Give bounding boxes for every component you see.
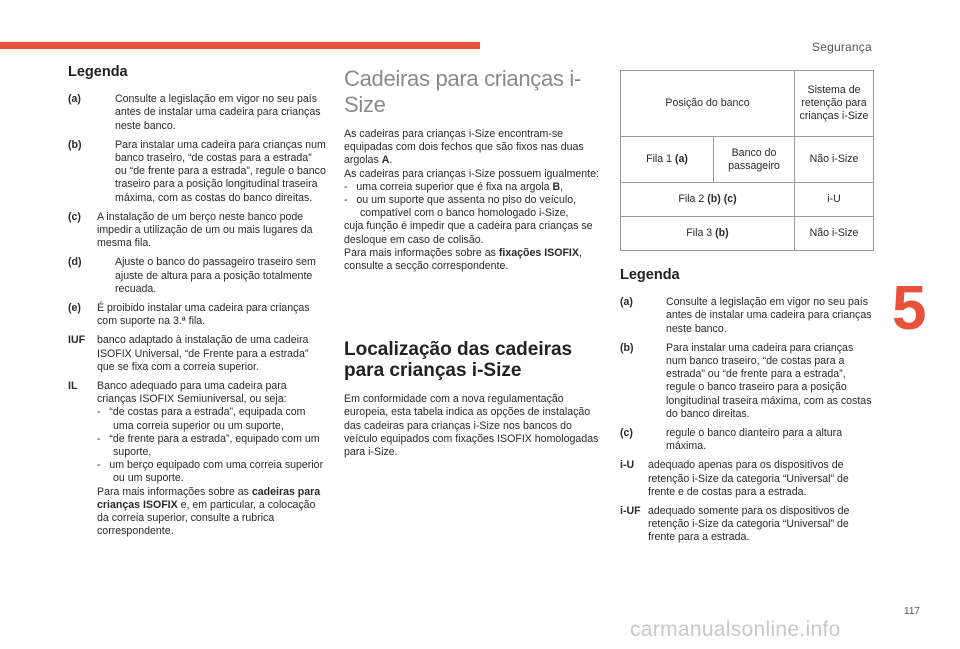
legend-key: IL — [68, 380, 78, 393]
legend-item — [68, 93, 326, 133]
legend-item — [68, 302, 326, 328]
table-cell: Não i-Size — [795, 217, 874, 251]
paragraph: Em conformidade com a nova regulamentação europeia, esta tabela indica as opções de instalação das cadeiras para crianças i-Size nos bancos do veículo equipados com fixações ISOFIX homologadas para i-Size. — [344, 393, 599, 459]
legend-text: adequado somente para os dispositivos de retenção i-Size da categoria “Universal” de frente para a estrada. — [648, 505, 850, 544]
table-row: Fila 1 (a) Banco do passageiro Não i-Size — [621, 137, 874, 183]
legend-text: Ajuste o banco do passageiro traseiro sem ajuste de altura para a posição totalmente recuada. — [115, 256, 316, 295]
legend-key: (b) — [68, 138, 82, 151]
legend-key: (b) — [620, 341, 634, 354]
legend-text: Para instalar uma cadeira para crianças num banco traseiro, “de costas para a estrada” ou “de frente para a estrada”, regule o banco traseiro para a posição longitudinal traseira máxima, com as costas do banco direitas. — [115, 138, 326, 204]
list-item: - “de frente para a estrada”, equipado com um suporte, — [97, 432, 320, 459]
table-cell: Banco do passageiro — [714, 137, 795, 183]
left-column — [68, 66, 326, 545]
isize-table — [620, 70, 874, 251]
legend-key: i-U — [620, 459, 635, 472]
legend-key: IUF — [68, 334, 86, 347]
paragraph: As cadeiras para crianças i-Size encontram-se equipadas com dois fechos que são fixos nas duas argolas A. — [344, 128, 584, 167]
table-row: Fila 2 (b) (c) i-U — [621, 183, 874, 217]
legend-key: (e) — [68, 302, 81, 315]
legend-item — [620, 505, 876, 545]
legend-item — [620, 459, 876, 499]
legend-item — [620, 342, 876, 421]
header-accent-bar — [0, 42, 480, 49]
legend-item — [620, 296, 876, 336]
legend-item — [68, 139, 326, 205]
list-item: - um berço equipado com uma correia superior ou um suporte. — [97, 459, 324, 485]
legend-text: Consulte a legislação em vigor no seu país antes de instalar uma cadeira para crianças neste banco. — [666, 296, 872, 335]
list-item: - uma correia superior que é fixa na argola B, — [344, 180, 564, 193]
table-cell: Não i-Size — [795, 137, 874, 183]
il-outro: Para mais informações sobre as cadeiras para crianças ISOFIX e, em particular, a colocação da correia superior, consulte a rubrica correspondente. — [97, 485, 321, 538]
right-column — [620, 70, 876, 551]
paragraph: Para mais informações sobre as fixações ISOFIX, consulte a secção correspondente. — [344, 246, 582, 273]
legend-text: É proibido instalar uma cadeira para crianças com suporte na 3.ª fila. — [97, 302, 310, 328]
list-item: - “de costas para a estrada”, equipada com uma correia superior ou um suporte, — [97, 406, 306, 432]
section-label: Segurança — [812, 40, 872, 54]
legend-key: (a) — [620, 296, 633, 309]
legend-text: regule o banco dianteiro para a altura máxima. — [666, 427, 843, 453]
watermark: carmanualsonline.info — [630, 618, 841, 641]
legend-text: banco adaptado à instalação de uma cadeira ISOFIX Universal, “de Frente para a estrada” que se fixa com a correia superior. — [97, 334, 309, 373]
section-title-location: Localização das cadeiras para crianças i-Size — [344, 339, 573, 382]
legend-item — [68, 334, 326, 374]
legend-key: (a) — [68, 93, 81, 106]
legend-text: adequado apenas para os dispositivos de retenção i-Size da categoria “Universal” de frente e de costas para a estrada. — [648, 459, 849, 498]
chapter-number: 5 — [892, 274, 927, 343]
legend-item — [68, 211, 326, 251]
list-item: - ou um suporte que assenta no piso do veículo, compatível com o banco homologado i-Size, — [344, 194, 577, 220]
table-header-position: Posição do banco — [621, 71, 795, 137]
middle-column — [344, 66, 602, 459]
legend-item — [68, 256, 326, 296]
legend-text: Consulte a legislação em vigor no seu país antes de instalar uma cadeira para crianças neste banco. — [115, 93, 321, 132]
legend-key: (c) — [68, 210, 81, 223]
legend-item — [620, 427, 876, 453]
table-header-system: Sistema de retenção para crianças i-Size — [795, 71, 874, 137]
section-title-isize: Cadeiras para crianças i-Size — [344, 66, 582, 117]
legend-text: Banco adequado para uma cadeira para crianças ISOFIX Semiuniversal, ou seja: — [97, 380, 287, 406]
paragraph: As cadeiras para crianças i-Size possuem igualmente: — [344, 167, 599, 180]
legend-key: (c) — [620, 427, 633, 440]
paragraph: cuja função é impedir que a cadeira para crianças se desloque em caso de colisão. — [344, 220, 593, 246]
legend-text: Para instalar uma cadeira para crianças num banco traseiro, “de costas para a estrada” ou “de frente para a estrada”, regule o banco traseiro para a posição longitudinal traseira máxima, com as costas do banco direitas. — [666, 341, 872, 420]
legend-title: Legenda — [620, 267, 680, 283]
legend-key: (d) — [68, 256, 82, 269]
legend-text: A instalação de um berço neste banco pode impedir a utilização de um ou mais lugares da mesma fila. — [97, 210, 313, 250]
table-cell: i-U — [795, 183, 874, 217]
legend-item-il — [68, 380, 326, 538]
page-number: 117 — [904, 606, 920, 617]
legend-title: Legenda — [68, 64, 128, 80]
legend-key: i-UF — [620, 505, 641, 518]
table-row: Fila 3 (b) Não i-Size — [621, 217, 874, 251]
